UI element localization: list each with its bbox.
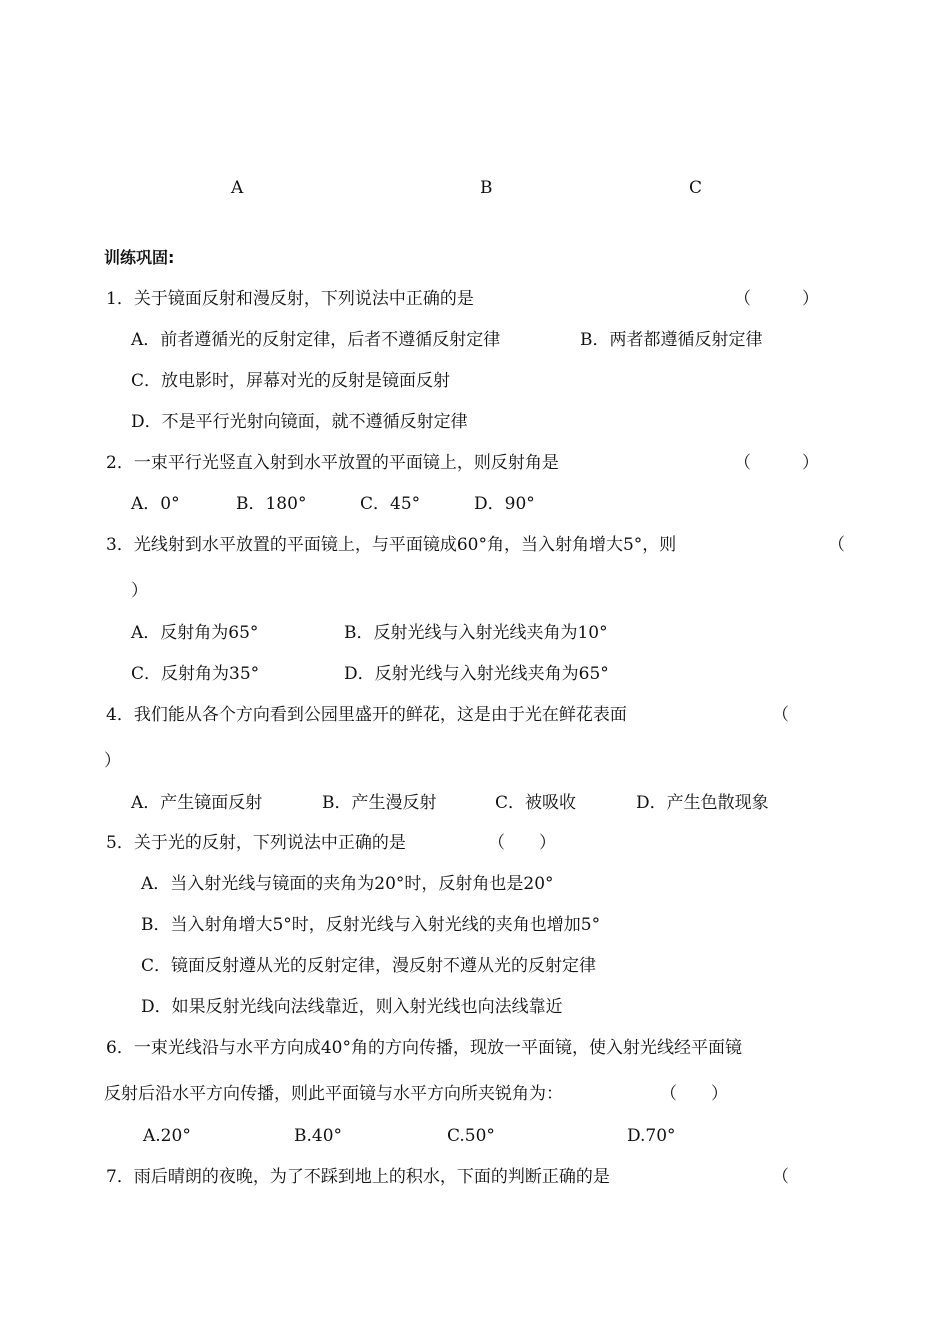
q5-stem: 5．关于光的反射，下列说法中正确的是 xyxy=(106,833,406,853)
q6-stem-continued: 反射后沿水平方向传播，则此平面镜与水平方向所夹锐角为： xyxy=(104,1084,563,1104)
q2-option-a: A．0° xyxy=(131,494,180,514)
q3-option-b: B．反射光线与入射光线夹角为10° xyxy=(344,623,608,643)
q3-stem: 3．光线射到水平放置的平面镜上，与平面镜成60°角，当入射角增大5°，则 xyxy=(106,535,677,555)
q2-option-b: B．180° xyxy=(236,494,307,514)
q4-option-b: B．产生漫反射 xyxy=(322,793,437,813)
q4-bracket-open: （ xyxy=(772,705,789,725)
q5-answer-bracket: （ ） xyxy=(488,833,556,853)
q6-option-b: B.40° xyxy=(294,1126,343,1146)
q6-option-c: C.50° xyxy=(447,1126,495,1146)
q2-option-c: C．45° xyxy=(360,494,421,514)
q3-option-d: D．反射光线与入射光线夹角为65° xyxy=(344,664,609,684)
q1-option-c: C．放电影时，屏幕对光的反射是镜面反射 xyxy=(131,371,451,391)
q3-bracket-close: ） xyxy=(131,581,148,601)
figure-label-c: C xyxy=(689,178,703,198)
q1-option-d: D．不是平行光射向镜面，就不遵循反射定律 xyxy=(131,412,468,432)
q7-stem: 7．雨后晴朗的夜晚，为了不踩到地上的积水，下面的判断正确的是 xyxy=(106,1167,610,1187)
q4-stem: 4．我们能从各个方向看到公园里盛开的鲜花，这是由于光在鲜花表面 xyxy=(106,705,627,725)
q4-bracket-close: ） xyxy=(104,751,121,771)
q4-option-d: D．产生色散现象 xyxy=(636,793,769,813)
q4-option-a: A．产生镜面反射 xyxy=(131,793,263,813)
q2-option-d: D．90° xyxy=(474,494,535,514)
q3-bracket-open: （ xyxy=(828,535,845,555)
q6-option-a: A.20° xyxy=(143,1126,191,1146)
q4-option-c: C．被吸收 xyxy=(495,793,577,813)
q1-option-b: B．两者都遵循反射定律 xyxy=(580,330,763,350)
q5-option-a: A．当入射光线与镜面的夹角为20°时，反射角也是20° xyxy=(141,874,554,894)
q5-option-c: C．镜面反射遵从光的反射定律，漫反射不遵从光的反射定律 xyxy=(141,956,597,976)
q7-bracket-open: （ xyxy=(772,1167,789,1187)
figure-label-b: B xyxy=(480,178,493,198)
q1-answer-bracket: （ ） xyxy=(734,289,819,309)
q3-option-c: C．反射角为35° xyxy=(131,664,260,684)
q3-option-a: A．反射角为65° xyxy=(131,623,259,643)
q1-stem: 1．关于镜面反射和漫反射，下列说法中正确的是 xyxy=(106,289,474,309)
q2-stem: 2．一束平行光竖直入射到水平放置的平面镜上，则反射角是 xyxy=(106,453,559,473)
section-title: 训练巩固: xyxy=(104,248,175,267)
q5-option-b: B．当入射角增大5°时，反射光线与入射光线的夹角也增加5° xyxy=(141,915,601,935)
figure-label-a: A xyxy=(231,178,244,198)
q2-answer-bracket: （ ） xyxy=(734,453,819,473)
q5-option-d: D．如果反射光线向法线靠近，则入射光线也向法线靠近 xyxy=(141,997,563,1017)
q6-answer-bracket: （ ） xyxy=(660,1084,728,1104)
q1-option-a: A．前者遵循光的反射定律，后者不遵循反射定律 xyxy=(131,330,501,350)
q6-stem: 6．一束光线沿与水平方向成40°角的方向传播，现放一平面镜，使入射光线经平面镜 xyxy=(106,1038,742,1058)
q6-option-d: D.70° xyxy=(627,1126,676,1146)
